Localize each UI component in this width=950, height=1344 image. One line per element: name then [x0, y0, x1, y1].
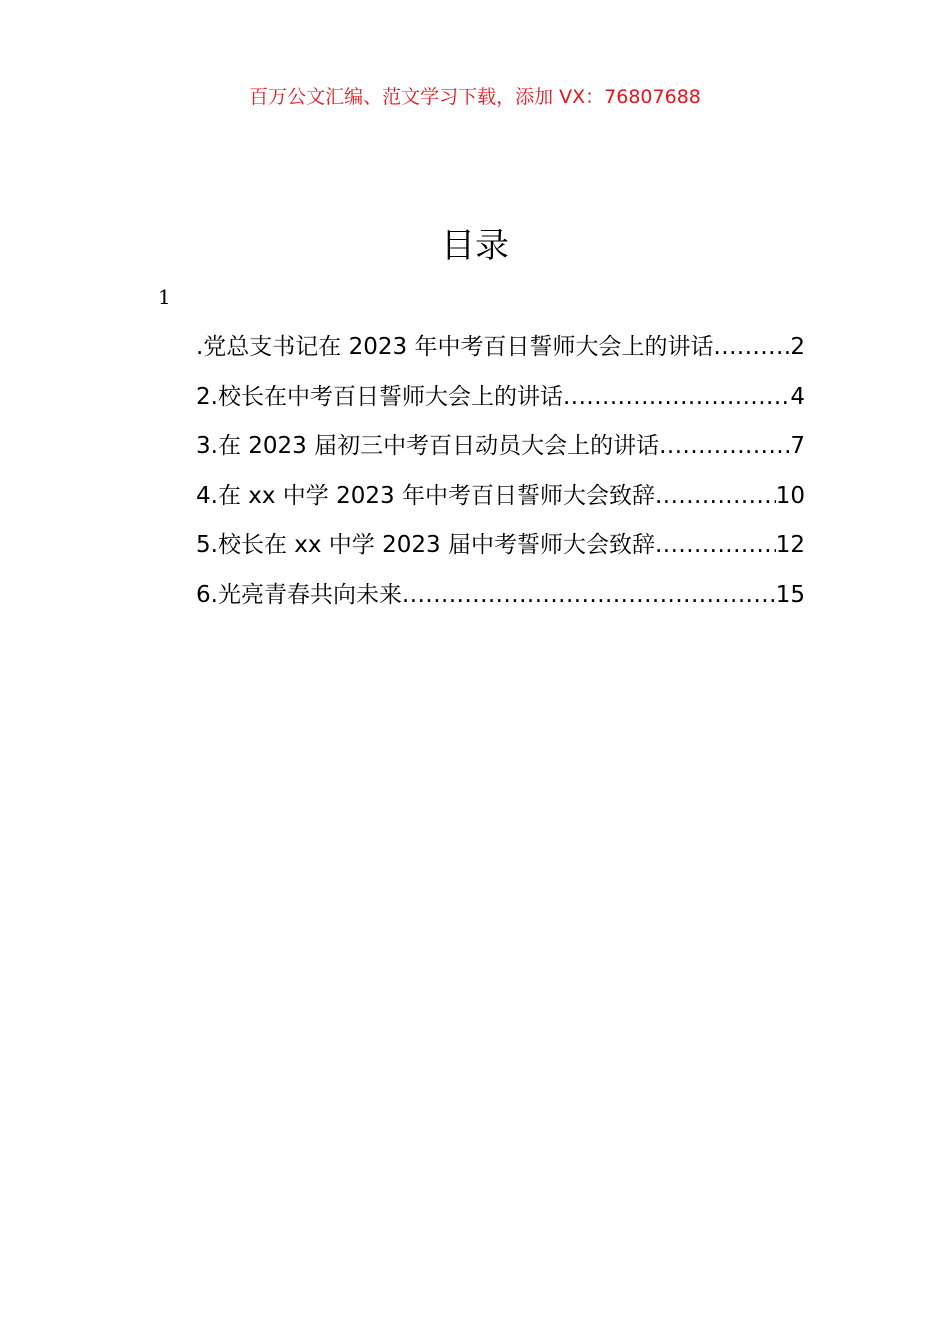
toc-entry-page: 12	[775, 532, 805, 559]
toc-entry-title: 4.在 xx 中学 2023 年中考百日誓师大会致辞	[196, 482, 655, 509]
toc-leader-dots	[655, 521, 776, 571]
toc-entry-5[interactable]	[196, 521, 805, 571]
toc-entry-page: 2	[790, 334, 805, 360]
header-watermark-note: 百万公文汇编、范文学习下载，添加 VX：76807688	[249, 86, 701, 108]
toc-entry-4[interactable]	[196, 472, 805, 522]
toc-entry-2[interactable]	[196, 373, 805, 423]
toc-entry-6[interactable]	[196, 571, 805, 621]
toc-entry-page: 15	[775, 581, 805, 608]
page-title: 目录	[441, 226, 509, 266]
toc-entry-title: 2.校长在中考百日誓师大会上的讲话	[196, 383, 563, 410]
toc-entry-1[interactable]	[196, 323, 805, 373]
toc-entry-title: 5.校长在 xx 中学 2023 届中考誓师大会致辞	[196, 532, 655, 559]
toc-leader-dots	[402, 571, 776, 621]
toc-leader-dots	[659, 422, 790, 472]
toc-entry-title: 3.在 2023 届初三中考百日动员大会上的讲话	[196, 433, 660, 460]
toc-entry-title: 6.光亮青春共向未来	[196, 581, 402, 608]
toc-leader-dots	[563, 373, 790, 423]
toc-leader-dots	[713, 323, 790, 373]
toc-entry-title: .党总支书记在 2023 年中考百日誓师大会上的讲话	[196, 334, 714, 360]
toc-entry-3[interactable]	[196, 422, 805, 472]
toc-leader-dots	[655, 472, 776, 522]
toc-entry-page: 10	[775, 482, 805, 509]
toc-entry-page: 4	[790, 383, 805, 410]
page-number-marker: 1	[158, 285, 171, 309]
table-of-contents	[196, 323, 805, 621]
toc-entry-page: 7	[790, 433, 805, 460]
